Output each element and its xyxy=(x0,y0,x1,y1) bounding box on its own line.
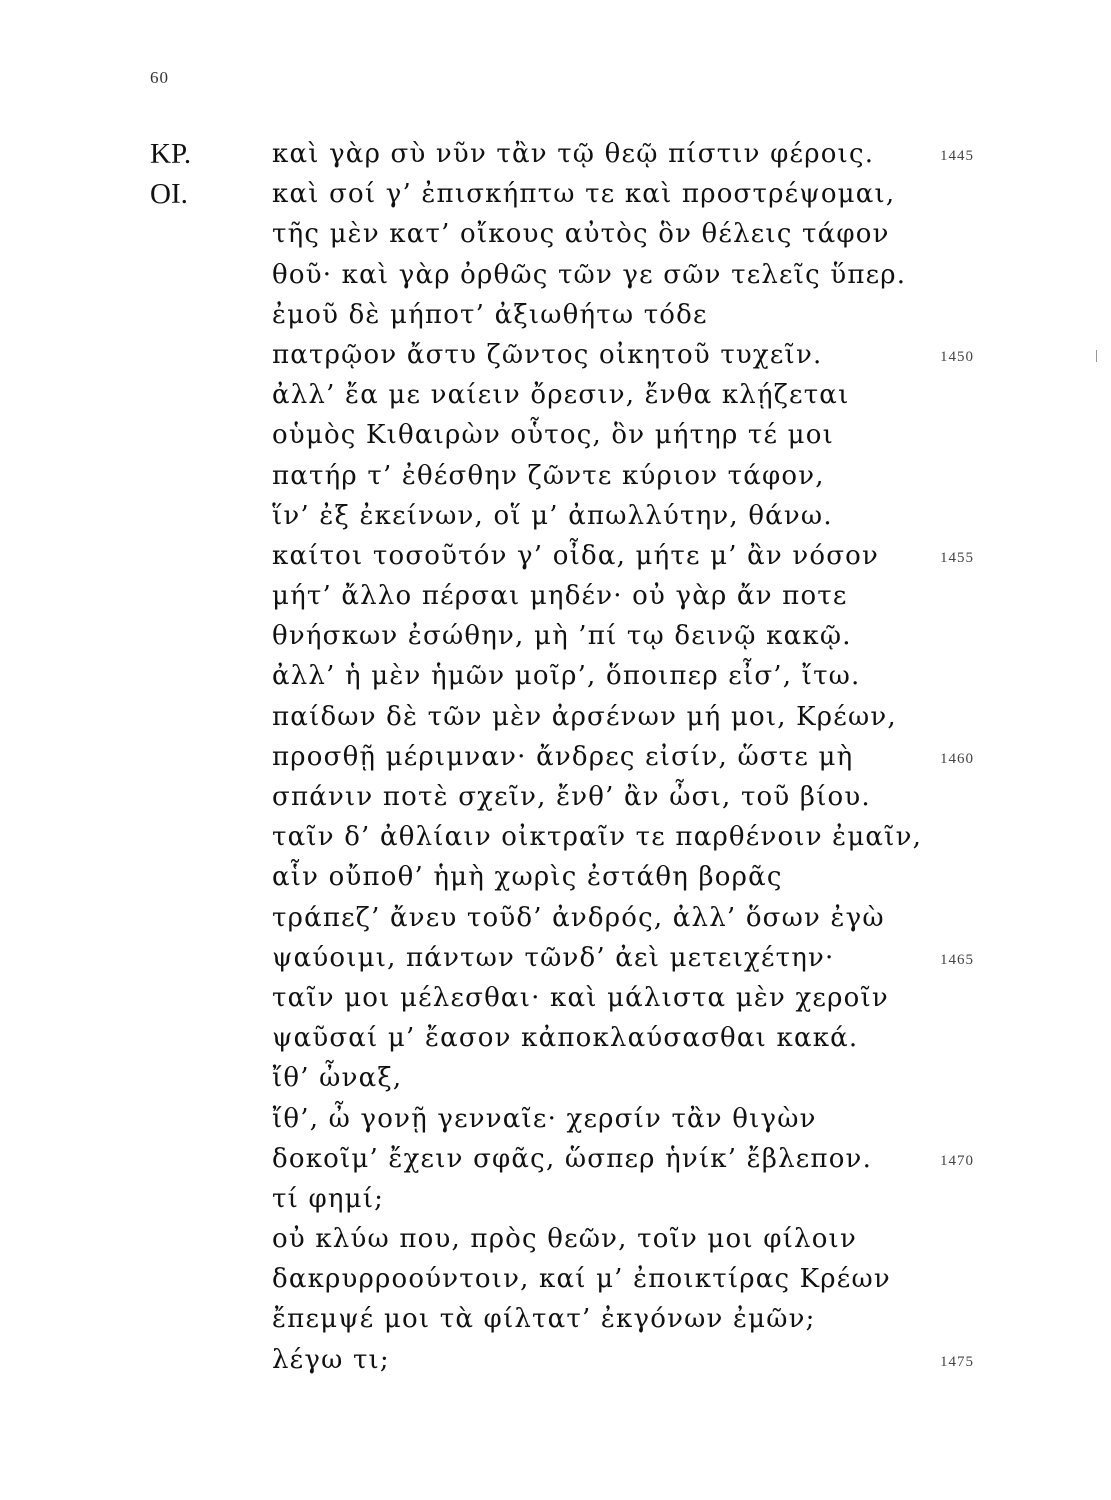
line-number: 1470 xyxy=(940,1152,974,1169)
verse-line xyxy=(0,817,1111,857)
verse-text: ἐμοῦ δὲ μήποτ’ ἀξιωθήτω τόδε xyxy=(272,299,708,330)
verse-text: ἴθ’, ὦ γονῇ γενναῖε· χερσίν τἂν θιγὼν xyxy=(272,1103,817,1134)
verse-line xyxy=(0,496,1111,536)
verse-line xyxy=(0,1179,1111,1219)
verse-text: ταῖν δ’ ἀθλίαιν οἰκτραῖν τε παρθένοιν ἐμαῖν, xyxy=(272,822,923,853)
verse-text: τί φημί; xyxy=(272,1183,385,1214)
speaker-label: ΟΙ. xyxy=(150,178,188,211)
verse-line xyxy=(0,737,1111,777)
verse-text: οὑμὸς Κιθαιρὼν οὗτος, ὃν μήτηρ τέ μοι xyxy=(272,420,834,451)
verse-text: ἔπεμψέ μοι τὰ φίλτατ’ ἐκγόνων ἐμῶν; xyxy=(272,1304,816,1335)
verse-line xyxy=(0,214,1111,254)
line-number: 1455 xyxy=(940,549,974,566)
verse-line xyxy=(0,1139,1111,1179)
verse-line xyxy=(0,134,1111,174)
verse-text: παίδων δὲ τῶν μὲν ἀρσένων μή μοι, Κρέων, xyxy=(272,701,897,732)
verse-line xyxy=(0,1259,1111,1299)
verse-line xyxy=(0,375,1111,415)
verse-line xyxy=(0,1099,1111,1139)
verse-line xyxy=(0,656,1111,696)
verse-line xyxy=(0,335,1111,375)
verse-line xyxy=(0,616,1111,656)
line-number: 1465 xyxy=(940,951,974,968)
line-number: 1450 xyxy=(940,348,974,365)
speaker-label: ΚΡ. xyxy=(150,138,192,170)
verse-line xyxy=(0,697,1111,737)
verse-line xyxy=(0,456,1111,496)
verse-line xyxy=(0,255,1111,295)
verse-text: προσθῇ μέριμναν· ἄνδρες εἰσίν, ὥστε μὴ xyxy=(272,741,854,772)
verse-line xyxy=(0,415,1111,455)
verse-text: καὶ γὰρ σὺ νῦν τἂν τῷ θεῷ πίστιν φέροις. xyxy=(272,139,875,169)
verse-text: λέγω τι; xyxy=(272,1344,390,1375)
verse-text: ψαῦσαί μ’ ἔασον κἀποκλαύσασθαι κακά. xyxy=(272,1023,859,1054)
verse-text: καίτοι τοσοῦτόν γ’ οἶδα, μήτε μ’ ἂν νόσον xyxy=(272,540,880,571)
verse-line xyxy=(0,857,1111,897)
verse-text: πατρῷον ἄστυ ζῶντος οἰκητοῦ τυχεῖν. xyxy=(272,339,823,370)
verse-text: μήτ’ ἄλλο πέρσαι μηδέν· οὐ γὰρ ἄν ποτε xyxy=(272,581,848,612)
verse-line xyxy=(0,1058,1111,1098)
page-number: 60 xyxy=(150,68,169,87)
verse-text: τῆς μὲν κατ’ οἴκους αὐτὸς ὃν θέλεις τάφον xyxy=(272,219,890,250)
verse-line xyxy=(0,295,1111,335)
verse-line xyxy=(0,536,1111,576)
line-number: 1475 xyxy=(940,1353,974,1370)
verse-text: ἀλλ’ ἡ μὲν ἡμῶν μοῖρ’, ὅποιπερ εἶσ’, ἴτω. xyxy=(272,661,861,692)
verse-text: θνήσκων ἐσώθην, μὴ ’πί τῳ δεινῷ κακῷ. xyxy=(272,621,852,652)
verse-line xyxy=(0,1219,1111,1259)
verse-text: αἷν οὔποθ’ ἡμὴ χωρὶς ἐστάθη βορᾶς xyxy=(272,862,783,893)
verse-line xyxy=(0,576,1111,616)
verse-text: θοῦ· καὶ γὰρ ὀρθῶς τῶν γε σῶν τελεῖς ὕπερ. xyxy=(272,259,907,290)
verse-text: τράπεζ’ ἄνευ τοῦδ’ ἀνδρός, ἀλλ’ ὅσων ἐγὼ xyxy=(272,902,885,933)
verse-line xyxy=(0,1299,1111,1339)
verse-text: καὶ σοί γ’ ἐπισκήπτω τε καὶ προστρέψομαι, xyxy=(272,179,896,210)
verse-line xyxy=(0,938,1111,978)
line-number: 1460 xyxy=(940,750,974,767)
verse-line xyxy=(0,1340,1111,1380)
verse-text: ἴθ’ ὦναξ, xyxy=(272,1063,403,1094)
verse-text: ἀλλ’ ἔα με ναίειν ὄρεσιν, ἔνθα κλῄζεται xyxy=(272,380,850,411)
verse-line xyxy=(0,777,1111,817)
verse-text: σπάνιν ποτὲ σχεῖν, ἔνθ’ ἂν ὦσι, τοῦ βίου. xyxy=(272,782,871,812)
line-number: 1445 xyxy=(940,148,974,164)
verse-line xyxy=(0,174,1111,214)
verse-text: ἵν’ ἐξ ἐκείνων, οἵ μ’ ἀπωλλύτην, θάνω. xyxy=(272,500,833,531)
verse-text: δακρυρροούντοιν, καί μ’ ἐποικτίρας Κρέων xyxy=(272,1264,891,1295)
verse-line xyxy=(0,898,1111,938)
verse-line xyxy=(0,978,1111,1018)
verse-lines xyxy=(0,134,1111,1380)
verse-text: ψαύοιμι, πάντων τῶνδ’ ἀεὶ μετειχέτην· xyxy=(272,942,835,973)
verse-text: δοκοῖμ’ ἔχειν σφᾶς, ὥσπερ ἡνίκ’ ἔβλεπον. xyxy=(272,1143,873,1174)
verse-line xyxy=(0,1018,1111,1058)
verse-text: οὐ κλύω που, πρὸς θεῶν, τοῖν μοι φίλοιν xyxy=(272,1224,857,1255)
verse-text: ταῖν μοι μέλεσθαι· καὶ μάλιστα μὲν χεροῖν xyxy=(272,982,889,1013)
verse-text: πατήρ τ’ ἐθέσθην ζῶντε κύριον τάφον, xyxy=(272,460,825,491)
